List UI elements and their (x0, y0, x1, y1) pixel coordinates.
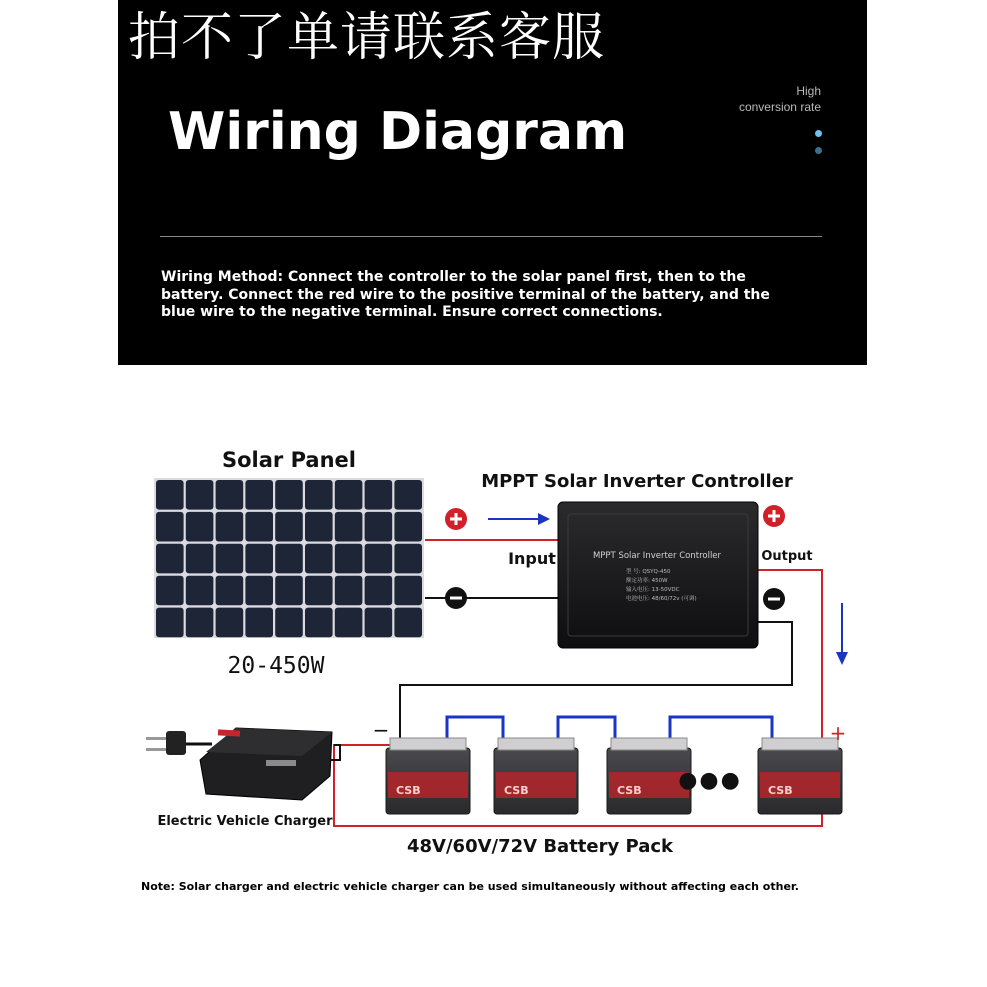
solar-cell (216, 512, 244, 542)
solar-cell (394, 480, 422, 510)
minus-icon (445, 587, 467, 609)
wiring-method-text: Wiring Method: Connect the controller to the solar panel first, then to the battery. Connect the red wire to the positive terminal of the battery, and the blue wire to the negative terminal. Ensure correct connections. (161, 269, 770, 320)
page-title: Wiring Diagram (168, 102, 628, 162)
conversion-rate-line2: conversion rate (738, 100, 821, 114)
solar-cell (245, 608, 273, 638)
solar-panel (154, 478, 424, 638)
solar-cell (156, 576, 184, 606)
solar-cell (245, 576, 273, 606)
divider (160, 236, 822, 237)
battery-pack-label: 48V/60V/72V Battery Pack (406, 836, 674, 857)
battery (758, 738, 842, 814)
footnote: Note: Solar charger and electric vehicle charger can be used simultaneously without affecting each other. (141, 880, 799, 893)
solar-cell (394, 512, 422, 542)
solar-cell (275, 512, 303, 542)
controller-spec-battery: 电池电压: 48/60/72v (可调) (626, 596, 697, 602)
battery-minus-sign: − (372, 718, 390, 742)
solar-cell (186, 608, 214, 638)
solar-cell (365, 608, 393, 638)
solar-cell (394, 544, 422, 574)
battery-pack (386, 738, 842, 814)
solar-cell (216, 576, 244, 606)
solar-cell (216, 544, 244, 574)
solar-cell (275, 608, 303, 638)
solar-cell (186, 480, 214, 510)
solar-cell (186, 576, 214, 606)
solar-cell (335, 576, 363, 606)
solar-cell (335, 544, 363, 574)
minus-icon (763, 588, 785, 610)
controller-label: MPPT Solar Inverter Controller (481, 471, 793, 492)
solar-cell (186, 544, 214, 574)
solar-cell (245, 480, 273, 510)
battery-brand: CSB (768, 784, 793, 797)
output-label: Output (761, 549, 813, 564)
controller-spec-input: 输入电压: 13-50VDC (626, 587, 680, 593)
conversion-rate-caption (701, 83, 821, 115)
solar-cell (275, 480, 303, 510)
solar-cell (394, 576, 422, 606)
ev-charger (146, 728, 340, 800)
solar-cell (275, 576, 303, 606)
wiring-diagram (0, 365, 987, 875)
solar-cell (216, 608, 244, 638)
conversion-rate-line1: High (796, 84, 821, 98)
indicator-dot-active (815, 130, 822, 137)
plus-icon (763, 505, 785, 527)
solar-cell (305, 544, 333, 574)
battery (386, 738, 470, 814)
battery-plus-sign: + (829, 721, 847, 745)
mppt-controller (558, 502, 758, 648)
solar-cell (245, 544, 273, 574)
solar-cell (365, 480, 393, 510)
arrow-down-icon (836, 603, 848, 665)
solar-panel-power: 20-450W (227, 653, 325, 679)
indicator-dot (815, 147, 822, 154)
controller-device-name: MPPT Solar Inverter Controller (592, 551, 722, 561)
battery-brand: CSB (617, 784, 642, 797)
controller-spec-model: 型 号: QSYQ-450 (626, 569, 671, 575)
solar-cell (305, 608, 333, 638)
solar-cell (245, 512, 273, 542)
arrow-right-icon (488, 513, 550, 525)
charger-label: Electric Vehicle Charger (157, 814, 333, 829)
solar-cell (394, 608, 422, 638)
solar-cell (365, 544, 393, 574)
solar-cell (216, 480, 244, 510)
solar-cell (156, 544, 184, 574)
solar-cell (156, 512, 184, 542)
solar-panel-label: Solar Panel (222, 448, 356, 472)
battery (494, 738, 578, 814)
solar-cell (365, 512, 393, 542)
solar-cell (186, 512, 214, 542)
solar-cell (335, 480, 363, 510)
solar-cell (365, 576, 393, 606)
solar-cell (156, 608, 184, 638)
controller-spec-power: 额定功率: 450W (626, 578, 668, 584)
plus-icon (445, 508, 467, 530)
battery-brand: CSB (504, 784, 529, 797)
solar-cell (305, 512, 333, 542)
solar-cell (335, 512, 363, 542)
solar-cell (156, 480, 184, 510)
battery-ellipsis: ●●● (678, 768, 742, 793)
solar-cell (275, 544, 303, 574)
solar-cell (305, 480, 333, 510)
chinese-title: 拍不了单请联系客服 (128, 8, 606, 68)
solar-cell (335, 608, 363, 638)
input-label: Input (508, 549, 556, 568)
solar-cell (305, 576, 333, 606)
battery-brand: CSB (396, 784, 421, 797)
